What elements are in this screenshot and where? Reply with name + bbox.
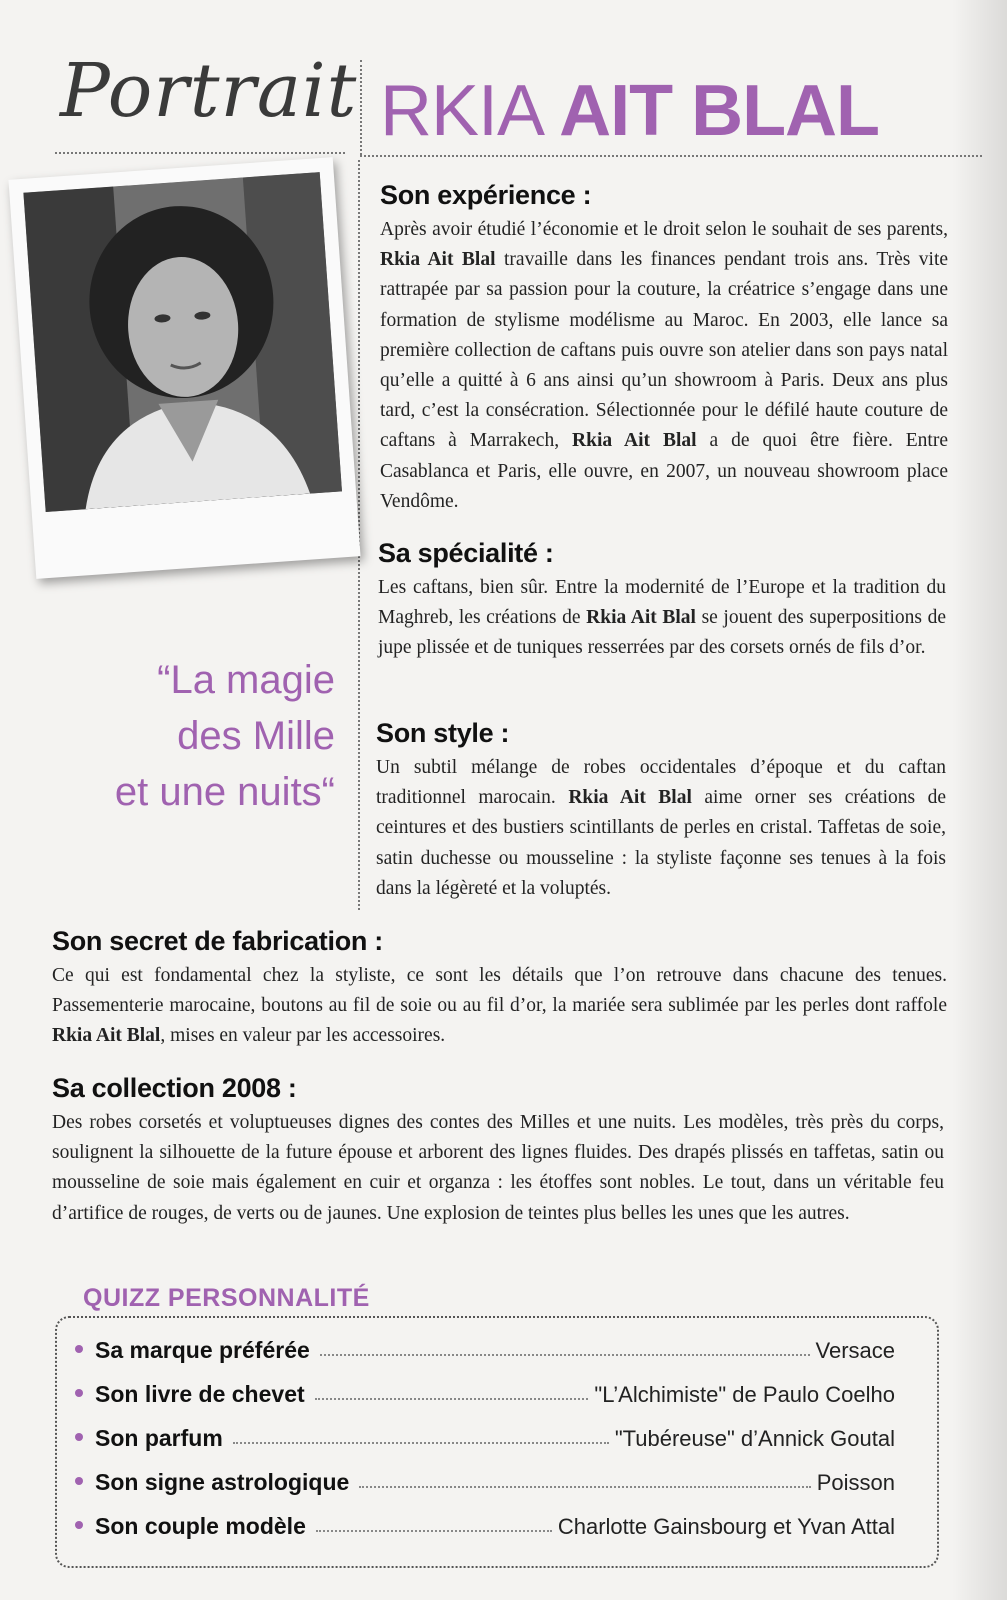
bullet-icon xyxy=(75,1521,83,1529)
section-heading: Sa spécialité : xyxy=(378,538,554,568)
quiz-label: Son livre de chevet xyxy=(95,1381,305,1407)
section-speciality xyxy=(378,538,946,664)
portrait-photo-icon xyxy=(23,172,342,512)
header-rule-left xyxy=(55,152,345,154)
title-last-name: AIT BLAL xyxy=(559,71,880,151)
dot-leader xyxy=(320,1354,810,1356)
quiz-value: "Tubéreuse" d’Annick Goutal xyxy=(614,1426,895,1451)
quiz-row xyxy=(75,1412,895,1452)
quiz-value: Versace xyxy=(815,1338,895,1363)
page-title xyxy=(380,70,879,152)
dot-leader xyxy=(316,1530,552,1532)
bullet-icon xyxy=(75,1477,83,1485)
title-first-name: RKIA xyxy=(380,71,541,151)
bullet-icon xyxy=(75,1345,83,1353)
quiz-label: Sa marque préférée xyxy=(95,1337,310,1363)
bullet-icon xyxy=(75,1433,83,1441)
section-style xyxy=(376,718,946,904)
section-heading: Sa collection 2008 : xyxy=(52,1073,297,1103)
quiz-row xyxy=(75,1368,895,1408)
quote-line: “La magie xyxy=(157,658,335,702)
section-secret xyxy=(52,926,947,1052)
binding-shadow xyxy=(952,0,1007,1600)
section-body: Un subtil mélange de robes occidentales d’époque et du caftan traditionnel marocain. Rkia Ait Blal aime orner ses créations de ceintures et des bustiers scintillants de perles en cristal. Taffetas de soie, satin duchesse ou mousseline : la styliste façonne ses tenues à la fois dans la légèreté et la voluptés. xyxy=(376,757,947,899)
portrait-photo-frame xyxy=(8,157,360,579)
quiz-label: Son parfum xyxy=(95,1425,223,1451)
quote-line: des Mille xyxy=(177,714,335,758)
section-body: Les caftans, bien sûr. Entre la modernité de l’Europe et la tradition du Maghreb, les créations de Rkia Ait Blal se jouent des superpositions de jupe plissée et de tuniques resserrées par des corsets ornés de fils d’or. xyxy=(378,577,947,659)
quiz-title: QUIZZ PERSONNALITÉ xyxy=(83,1284,370,1312)
quiz-row xyxy=(75,1456,895,1496)
pull-quote xyxy=(15,652,335,820)
quiz-label: Son signe astrologique xyxy=(95,1469,350,1495)
dot-leader xyxy=(359,1486,810,1488)
bullet-icon xyxy=(75,1389,83,1397)
quiz-value: Charlotte Gainsbourg et Yvan Attal xyxy=(557,1514,895,1539)
section-collection xyxy=(52,1073,944,1229)
dot-leader xyxy=(233,1442,609,1444)
quiz-label: Son couple modèle xyxy=(95,1513,306,1539)
header-divider xyxy=(360,60,362,155)
quote-line: et une nuits“ xyxy=(114,770,335,814)
quiz-box xyxy=(55,1316,939,1568)
quiz-value: Poisson xyxy=(816,1470,895,1495)
section-body: Ce qui est fondamental chez la styliste, ce sont les détails que l’on retrouve dans chacune des tenues. Passementerie marocaine, boutons au fil de soie ou au fil d’or, la mariée sera sublimée par les perles dont raffole Rkia Ait Blal, mises en valeur par les accessoires. xyxy=(52,965,947,1047)
section-word: Portrait xyxy=(60,48,358,134)
section-body: Des robes corsetés et voluptueuses dignes des contes des Milles et une nuits. Les modèles, très près du corps, soulignent la silhouette de la future épouse et arborent des lignes fluides. Des drapés plissés en taffetas, satin ou mousseline de soie mais également en cuir et organza : les étoffes sont nobles. Le tout, dans un véritable feu d’artifice de rouges, de verts ou de jaunes. Une explosion de teintes plus belles les unes que les autres. xyxy=(52,1112,944,1224)
section-experience xyxy=(380,180,948,517)
section-body: Après avoir étudié l’économie et le droit selon le souhait de ses parents, Rkia Ait Blal travaille dans les finances pendant trois ans. Très vite rattrapée par sa passion pour la couture, la créatrice s’engage dans une formation de stylisme modélisme au Maroc. En 2003, elle lance sa première collection de caftans puis ouvre son atelier dans son pays natal qu’elle a quitté à 6 ans ainsi qu’un showroom à Paris. Deux ans plus tard, c’est la consécration. Sélectionnée pour le défilé haute couture de caftans à Marrakech, Rkia Ait Blal a de quoi être fière. Entre Casablanca et Paris, elle ouvre, en 2007, un nouveau showroom place Vendôme. xyxy=(380,219,949,512)
quiz-row xyxy=(75,1324,895,1364)
quiz-value: "L’Alchimiste" de Paulo Coelho xyxy=(594,1382,895,1407)
dot-leader xyxy=(315,1398,589,1400)
section-heading: Son expérience : xyxy=(380,180,592,210)
header-rule-right xyxy=(360,155,982,157)
section-heading: Son secret de fabrication : xyxy=(52,926,383,956)
section-heading: Son style : xyxy=(376,718,510,748)
quiz-row xyxy=(75,1500,895,1540)
